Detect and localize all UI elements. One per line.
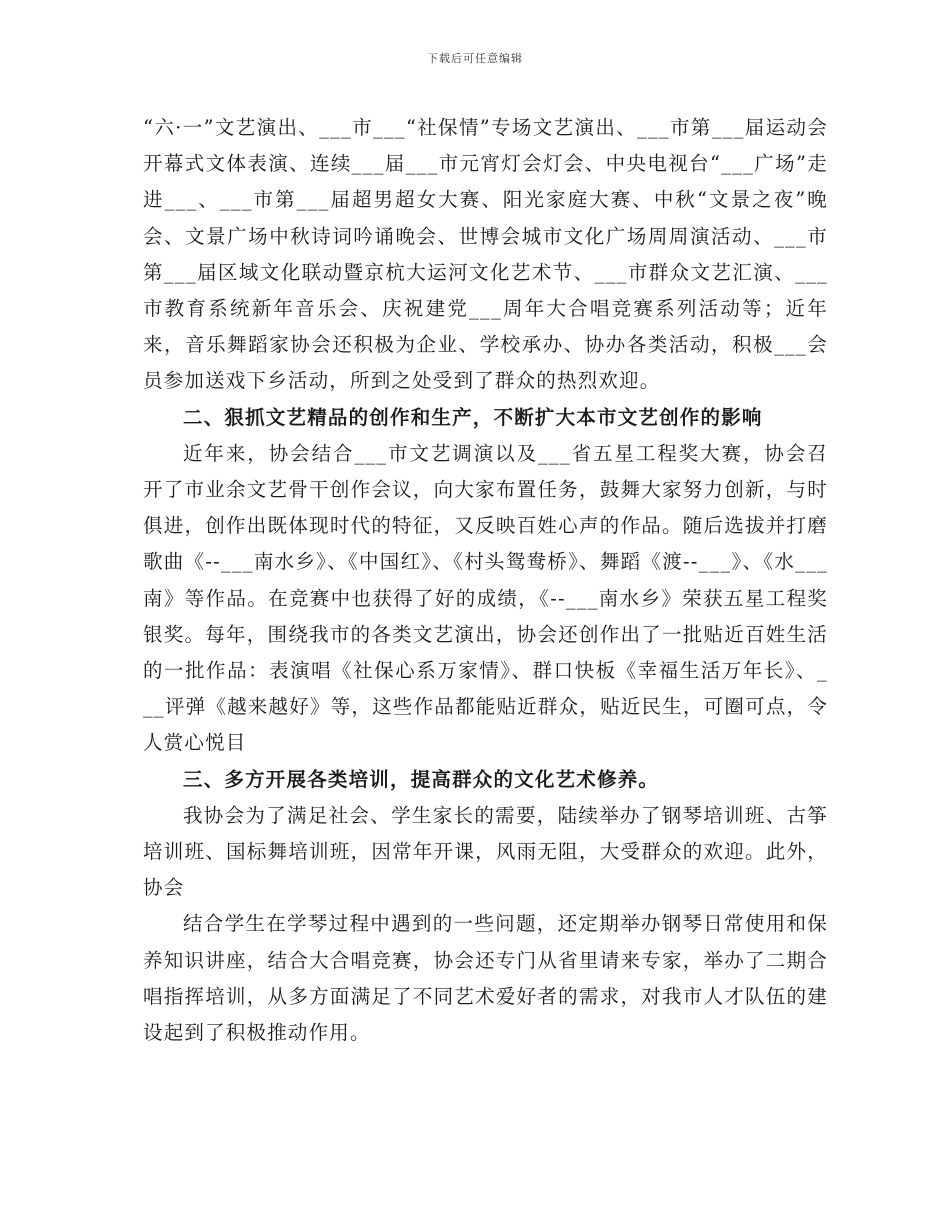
paragraph-activities: “六·一”文艺演出、___市___“社保情”专场文艺演出、___市第___届运动会开幕式文体表演、连续___届___市元宵灯会灯会、中央电视台“___广场”走进___、___市第___届超男超女大赛、阳光家庭大赛、中秋“文景之夜”晚会、文景广场中秋诗词吟诵晚会、世博会城市文化广场周周演活动、___市第___届区域文化联动暨京杭大运河文化艺术节、___市群众文艺汇演、___市教育系统新年音乐会、庆祝建党___周年大合唱竞赛系列活动等；近年来，音乐舞蹈家协会还积极为企业、学校承办、协办各类活动，积极___会员参加送戏下乡活动，所到之处受到了群众的热烈欢迎。: [143, 116, 828, 393]
paragraph-creation: 近年来，协会结合___市文艺调演以及___省五星工程奖大赛，协会召开了市业余文艺骨干创作会议，向大家布置任务，鼓舞大家努力创新，与时俱进，创作出既体现时代的特征，又反映百姓心声的作品。随后选拔并打磨歌曲《--___南水乡》、《中国红》、《村头鸳鸯桥》、舞蹈《渡--___》、《水___南》等作品。在竞赛中也获得了好的成绩，《--___南水乡》荣获五星工程奖银奖。每年，围绕我市的各类文艺演出，协会还创作出了一批贴近百姓生活的一批作品：表演唱《社保心系万家情》、群口快板《幸福生活万年长》、___评弹《越来越好》等，这些作品都能贴近群众，贴近民生，可圈可点，令人赏心悦目: [143, 441, 828, 755]
paragraph-training-cont: 结合学生在学琴过程中遇到的一些问题，还定期举办钢琴日常使用和保养知识讲座，结合大合唱竞赛，协会还专门从省里请来专家，举办了二期合唱指挥培训，从多方面满足了不同艺术爱好者的需求，对我市人才队伍的建设起到了积极推动作用。: [143, 912, 828, 1045]
paragraph-training: 我协会为了满足社会、学生家长的需要，陆续举办了钢琴培训班、古筝培训班、国标舞培训班，因常年开课，风雨无阻，大受群众的欢迎。此外，协会: [143, 803, 828, 900]
section-heading-3: 三、多方开展各类培训，提高群众的文化艺术修养。: [183, 767, 660, 791]
document-body: [143, 110, 828, 1051]
section-heading-2: 二、狠抓文艺精品的创作和生产，不断扩大本市文艺创作的影响: [183, 405, 763, 429]
page-header: 下载后可任意编辑: [427, 52, 523, 65]
